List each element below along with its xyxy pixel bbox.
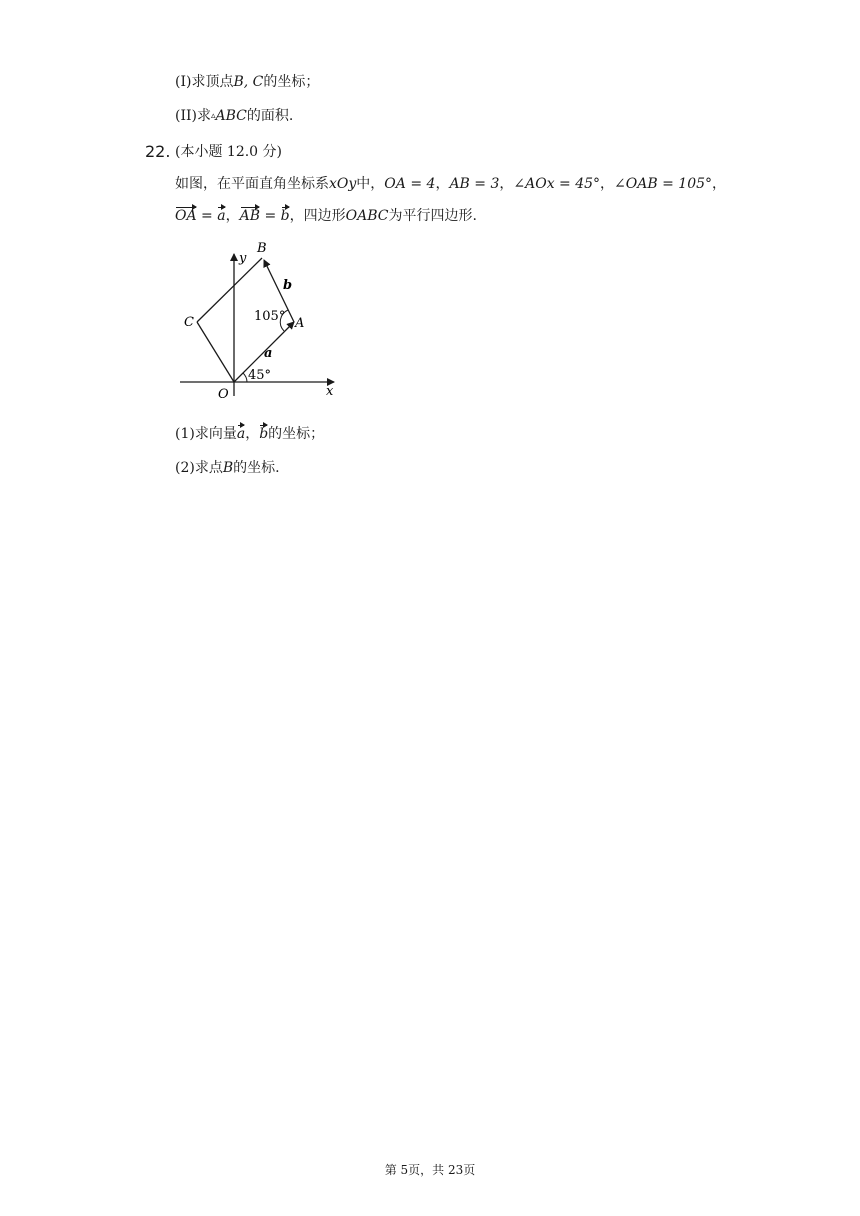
parallelogram-figure [176, 238, 346, 403]
sub-question-2 [175, 458, 280, 478]
part-ii-label: (II)求 [175, 108, 211, 124]
text-segment: (1)求向量 [175, 426, 237, 442]
math-angle-oab: ∠OAB = 105° [614, 176, 713, 192]
part-ii-suffix: 的面积. [246, 108, 294, 124]
segment-oc [197, 322, 234, 382]
question-number: 22. [145, 142, 171, 161]
segment-cb [197, 258, 262, 322]
vector-ab: AB [239, 208, 260, 224]
question-text-line-2 [175, 206, 477, 226]
part-i-label: (I)求顶点 [175, 74, 234, 90]
math-point-b: B [222, 460, 234, 476]
text-segment: = [260, 208, 281, 224]
label-point-c: C [184, 315, 194, 330]
vector-oa: OA [175, 208, 197, 224]
page-footer: 第 5页，共 23页 [384, 1163, 476, 1177]
math-xoy: xOy [329, 176, 357, 192]
part-ii-line [175, 106, 293, 126]
label-angle-45: 45° [248, 368, 272, 383]
math-oabc: OABC [345, 208, 389, 224]
text-segment: 中， [356, 176, 385, 192]
text-segment: ， [499, 176, 514, 192]
label-point-b: B [257, 241, 267, 256]
text-segment: 如图，在平面直角坐标系 [175, 176, 329, 192]
part-i-points: B, C [233, 74, 264, 90]
text-segment: ，四边形 [289, 208, 346, 224]
math-oa: OA = 4 [384, 176, 436, 192]
label-y-axis: y [239, 251, 247, 266]
angle-arc-o [243, 373, 247, 382]
label-point-a: A [295, 316, 305, 331]
label-vector-a: a [264, 346, 273, 361]
text-segment: 为平行四边形. [388, 208, 477, 224]
text-segment: ， [225, 208, 240, 224]
label-point-o: O [218, 387, 229, 402]
label-x-axis: x [326, 384, 334, 399]
vector-a: a [217, 208, 226, 224]
part-i-suffix: 的坐标； [263, 74, 320, 90]
part-i-line [175, 72, 319, 92]
vector-a: a [236, 426, 246, 442]
math-angle-aox: ∠AOx = 45° [513, 176, 601, 192]
triangle-name: ABC [215, 108, 247, 124]
question-score: (本小题 12.0 分) [175, 144, 282, 160]
text-segment: 的坐标； [268, 426, 325, 442]
triangle-symbol: ▵ [210, 111, 216, 121]
text-segment: (2)求点 [175, 460, 223, 476]
vector-b: b [259, 426, 269, 442]
text-segment: 的坐标. [233, 460, 280, 476]
text-segment: = [196, 208, 218, 224]
text-segment: ， [600, 176, 615, 192]
text-segment: ， [712, 176, 727, 192]
label-angle-105: 105° [254, 309, 286, 324]
sub-question-1 [175, 424, 324, 444]
question-text-line-1 [175, 174, 726, 194]
text-segment: ， [435, 176, 450, 192]
label-vector-b: b [283, 278, 293, 293]
vector-b: b [280, 208, 290, 224]
math-ab: AB = 3 [449, 176, 500, 192]
text-segment: ， [245, 426, 260, 442]
